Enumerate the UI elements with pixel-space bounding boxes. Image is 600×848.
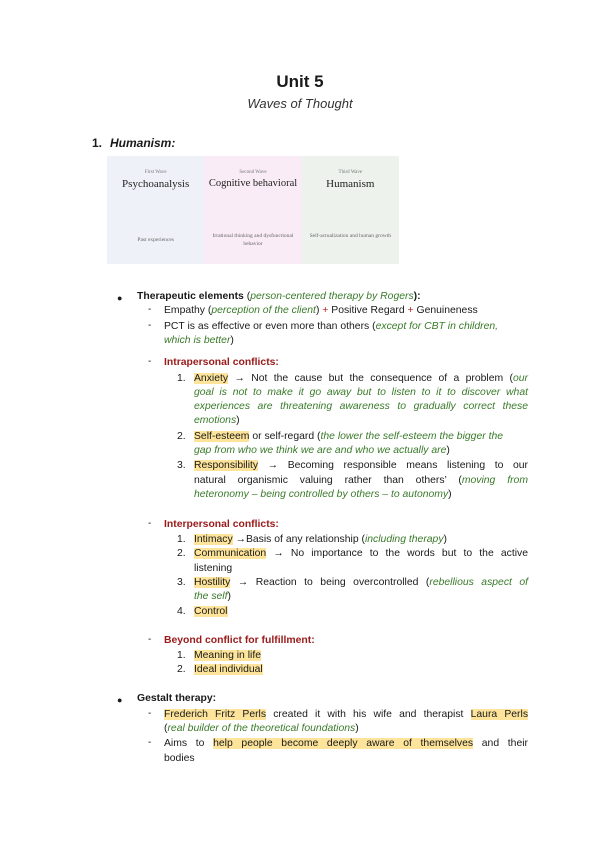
control-line	[194, 605, 228, 620]
empathy-note: perception of the client	[211, 305, 316, 316]
responsibility-line-3: heteronomy – being controlled by others – to autonomy)	[194, 489, 452, 500]
empathy-line: Empathy (perception of the client) + Positive Regard + Genuineness	[164, 305, 478, 316]
dash: -	[148, 518, 152, 529]
responsibility-text: natural organismic valuing rather than others’	[194, 475, 447, 486]
gestalt-aim-text: and their	[481, 738, 528, 749]
dash: -	[148, 737, 152, 748]
anxiety-text: Not the cause but the consequence of a problem	[251, 373, 504, 384]
meaning-term: Meaning in life	[194, 650, 262, 661]
gestalt-founder-text: created it with his wife and therapist	[273, 709, 464, 720]
pct-text: PCT is as effective or even more than others	[164, 321, 370, 332]
dash: -	[148, 634, 152, 645]
arrow: →	[234, 373, 245, 384]
communication-line-2: listening	[194, 563, 233, 574]
list-number: 2.	[177, 431, 186, 442]
dash: -	[148, 304, 152, 315]
intrapersonal-heading: Intrapersonal conflicts:	[164, 357, 279, 368]
wave-name: Psychoanalysis	[122, 178, 190, 190]
responsibility-note: moving from	[461, 475, 528, 486]
communication-term: Communication	[194, 548, 267, 559]
paren: (	[243, 291, 251, 302]
anxiety-note: emotions	[194, 415, 237, 426]
gestalt-aim-line-1	[164, 737, 528, 752]
pct-note: except for CBT in children,	[375, 321, 499, 332]
gestalt-founder-line-2: (real builder of the theoretical foundations)	[164, 723, 359, 734]
communication-line-1	[194, 547, 528, 562]
wave-label: First Wave	[144, 170, 167, 175]
control-term: Control	[194, 606, 228, 617]
anxiety-term: Anxiety	[194, 373, 229, 384]
selfesteem-note: gap from who we think we are and who we actually are	[194, 445, 447, 456]
dash: -	[148, 708, 152, 719]
list-number: 1.	[177, 534, 186, 545]
arrow: →	[273, 548, 284, 559]
responsibility-text: Becoming responsible means listening to our	[287, 460, 528, 471]
gestalt-founder-line-1	[164, 708, 528, 723]
section-number: 1.	[92, 136, 103, 150]
laura-perls-name: Laura Perls	[470, 709, 529, 720]
plus: +	[322, 305, 329, 316]
hostility-term: Hostility	[194, 577, 231, 588]
plus: +	[407, 305, 414, 316]
intimacy-text: Basis of any relationship	[245, 534, 359, 545]
hostility-text: Reaction to being overcontrolled	[255, 577, 419, 588]
list-number: 1.	[177, 373, 186, 384]
therapeutic-note: person-centered therapy by Rogers	[250, 291, 414, 302]
list-number: 3.	[177, 577, 186, 588]
empathy-term: Empathy	[164, 305, 206, 316]
wave-card-third	[302, 156, 399, 264]
dash: -	[148, 356, 152, 367]
list-number: 3.	[177, 460, 186, 471]
gestalt-aim-highlight: help people become deeply aware of themselves	[213, 738, 474, 749]
wave-description: Self-actualization and human growth	[309, 233, 392, 239]
arrow: →	[235, 534, 246, 545]
meaning-line	[194, 649, 261, 664]
selfesteem-note: the lower the self-esteem the bigger the	[320, 431, 504, 442]
gestalt-heading: Gestalt therapy:	[137, 693, 217, 704]
list-number: 1.	[177, 650, 186, 661]
section-heading	[92, 136, 175, 150]
wave-label: Second Wave	[239, 170, 267, 175]
waves-figure	[107, 156, 399, 264]
gestalt-aim-line-2: bodies	[164, 753, 195, 764]
laura-perls-note: real builder of the theoretical foundations	[167, 723, 356, 734]
selfesteem-line-1: Self-esteem or self-regard (the lower the self-esteem the bigger the	[194, 431, 504, 442]
therapeutic-title: Therapeutic elements	[137, 291, 244, 302]
responsibility-term: Responsibility	[194, 460, 259, 471]
selfesteem-text: or self-regard	[252, 431, 315, 442]
list-number: 2.	[177, 548, 186, 559]
wave-label: Third Wave	[338, 170, 363, 175]
wave-name: Humanism	[326, 178, 375, 190]
interpersonal-heading: Interpersonal conflicts:	[164, 519, 279, 530]
therapeutic-heading	[137, 290, 421, 305]
page-subtitle: Waves of Thought	[247, 96, 353, 111]
beyond-heading: Beyond conflict for fulfillment:	[164, 635, 315, 646]
section-title: Humanism:	[110, 136, 176, 150]
arrow: →	[267, 460, 279, 471]
bullet: ●	[117, 293, 123, 303]
responsibility-line-1	[194, 459, 528, 474]
intimacy-note: including therapy	[364, 534, 444, 545]
anxiety-line-4: emotions)	[194, 415, 240, 426]
pct-note: which is better	[164, 335, 231, 346]
fritz-perls-name: Frederich Fritz Perls	[164, 709, 267, 720]
list-number: 4.	[177, 606, 186, 617]
anxiety-note: experiences are threatening awareness to gradually correct these	[194, 401, 528, 412]
anxiety-note: our	[512, 373, 529, 384]
wave-description: Past experiences	[137, 237, 174, 243]
intimacy-term: Intimacy	[194, 534, 233, 545]
pct-line-2: which is better)	[164, 335, 234, 346]
hostility-line-1: Hostility → Reaction to being overcontrolled (rebellious aspect of	[194, 577, 529, 588]
responsibility-note: heteronomy – being controlled by others – to autonomy	[194, 489, 449, 500]
bullet: ●	[117, 695, 123, 705]
dash: -	[148, 320, 152, 331]
wave-card-first	[107, 156, 204, 264]
paren: ):	[413, 291, 421, 302]
regard-term: Positive Regard	[331, 305, 405, 316]
anxiety-note: goal is not to make it go away but to listen to it to discover what	[194, 387, 528, 398]
gestalt-aim-text: Aims to	[164, 738, 205, 749]
hostility-note: the self	[194, 591, 228, 602]
list-number: 2.	[177, 664, 186, 675]
ideal-line	[194, 663, 263, 678]
arrow: →	[237, 577, 249, 588]
responsibility-line-2: natural organismic valuing rather than others’ (moving from	[194, 475, 528, 486]
selfesteem-term: Self-esteem	[194, 431, 250, 442]
communication-text: No importance to the words but to the active	[290, 548, 528, 559]
ideal-term: Ideal individual	[194, 664, 263, 675]
wave-card-second	[204, 156, 301, 264]
selfesteem-line-2: gap from who we think we are and who we actually are)	[194, 445, 450, 456]
page-title: Unit 5	[276, 72, 324, 91]
intimacy-line: Intimacy →Basis of any relationship (including therapy)	[194, 534, 447, 545]
pct-line: PCT is as effective or even more than others (except for CBT in children,	[164, 321, 499, 332]
wave-name: Cognitive behavioral	[208, 178, 298, 189]
genuineness-term: Genuineness	[416, 305, 478, 316]
wave-description: Irrational thinking and dysfunctional behavior	[212, 233, 294, 247]
hostility-note: rebellious aspect of	[429, 577, 529, 588]
hostility-line-2: the self)	[194, 591, 231, 602]
anxiety-line-1: Anxiety → Not the cause but the consequence of a problem (our	[194, 373, 529, 384]
